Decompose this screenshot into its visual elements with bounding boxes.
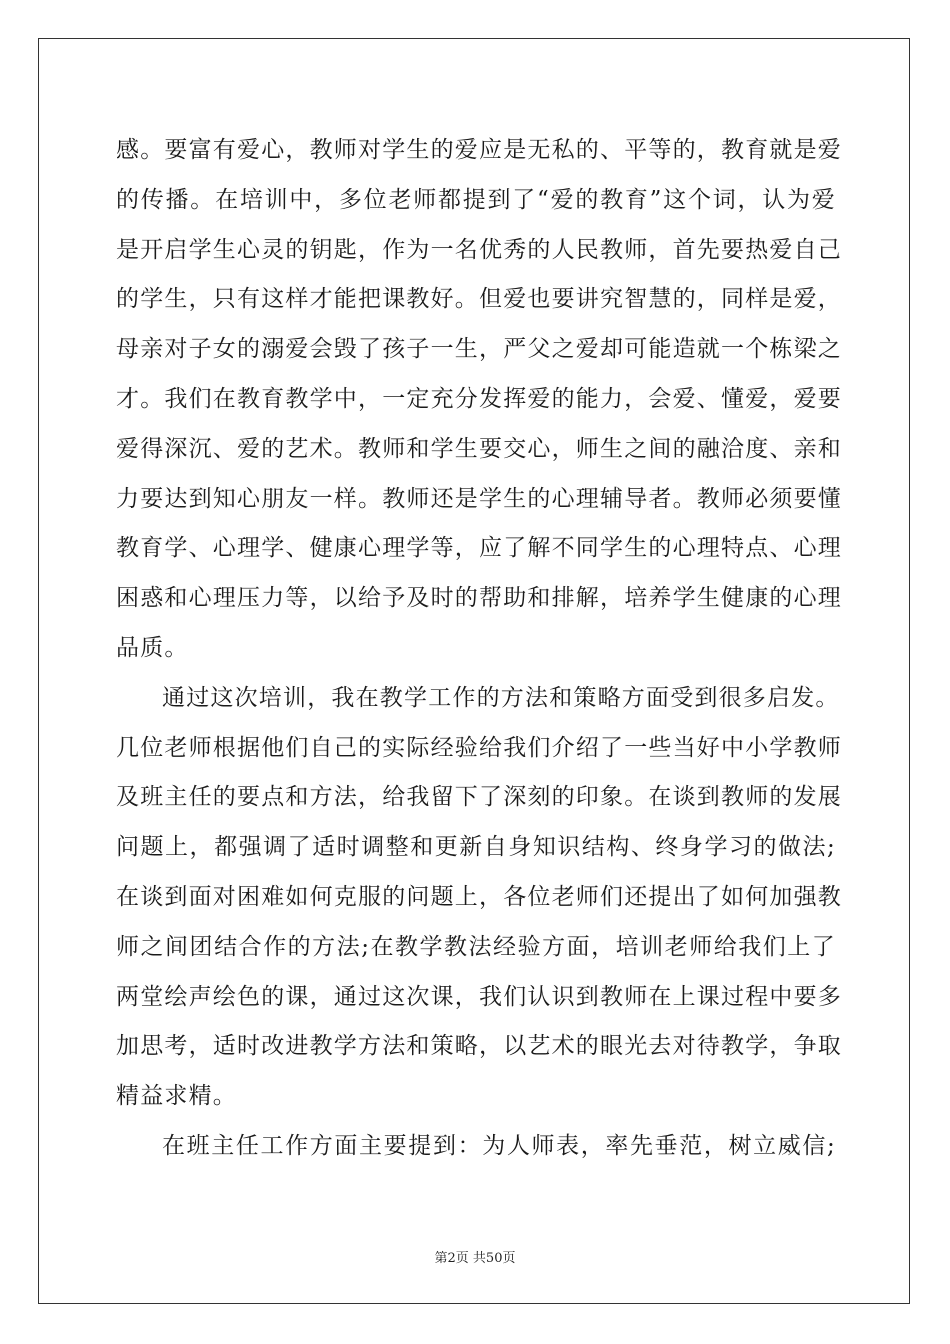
text-line: 在谈到面对困难如何克服的问题上，各位老师们还提出了如何加强教 xyxy=(116,883,842,910)
text-line: 教育学、心理学、健康心理学等，应了解不同学生的心理特点、心理 xyxy=(116,535,842,562)
text-line: 通过这次培训，我在教学工作的方法和策略方面受到很多启发。 xyxy=(162,684,840,711)
text-line: 加思考，适时改进教学方法和策略，以艺术的眼光去对待教学，争取 xyxy=(116,1033,842,1060)
text-line: 问题上，都强调了适时调整和更新自身知识结构、终身学习的做法; xyxy=(116,834,836,861)
text-line: 是开启学生心灵的钥匙，作为一名优秀的人民教师，首先要热爱自己 xyxy=(116,236,842,263)
text-line: 的传播。在培训中，多位老师都提到了“爱的教育”这个词，认为爱 xyxy=(116,186,836,213)
text-line: 困惑和心理压力等，以给予及时的帮助和排解，培养学生健康的心理 xyxy=(116,585,842,612)
page-number-footer: 第2页 共50页 xyxy=(434,1251,516,1266)
text-line: 母亲对子女的溺爱会毁了孩子一生，严父之爱却可能造就一个栋梁之 xyxy=(116,336,842,363)
text-line: 才。我们在教育教学中，一定充分发挥爱的能力，会爱、懂爱，爱要 xyxy=(116,385,842,412)
text-line: 力要达到知心朋友一样。教师还是学生的心理辅导者。教师必须要懂 xyxy=(116,485,842,512)
text-line: 品质。 xyxy=(116,634,189,661)
text-line: 及班主任的要点和方法，给我留下了深刻的印象。在谈到教师的发展 xyxy=(116,784,842,811)
text-line: 在班主任工作方面主要提到：为人师表，率先垂范，树立威信; xyxy=(162,1132,836,1159)
document-body xyxy=(116,126,842,1172)
text-line: 爱得深沉、爱的艺术。教师和学生要交心，师生之间的融洽度、亲和 xyxy=(116,435,842,462)
text-line: 的学生，只有这样才能把课教好。但爱也要讲究智慧的，同样是爱， xyxy=(116,286,842,313)
text-line: 两堂绘声绘色的课，通过这次课，我们认识到教师在上课过程中要多 xyxy=(116,983,842,1010)
text-line: 几位老师根据他们自己的实际经验给我们介绍了一些当好中小学教师 xyxy=(116,734,842,761)
text-line: 感。要富有爱心，教师对学生的爱应是无私的、平等的，教育就是爱 xyxy=(116,137,842,163)
text-line: 师之间团结合作的方法;在教学教法经验方面，培训老师给我们上了 xyxy=(116,933,836,960)
text-line: 精益求精。 xyxy=(116,1083,237,1110)
